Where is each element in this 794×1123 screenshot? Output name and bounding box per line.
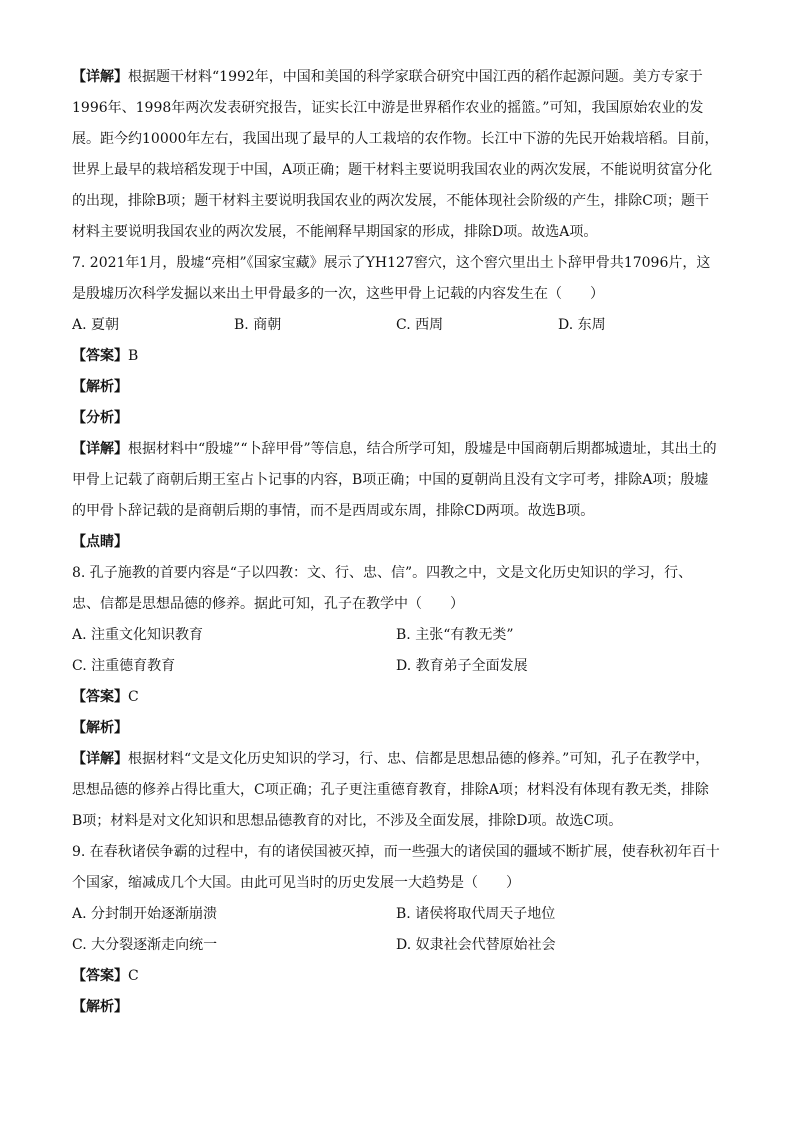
detail-label: 【详解】 [72,69,128,85]
detail-line: 的甲骨卜辞记载的是商朝后期的事情，而不是西周或东周，排除CD两项。故选B项。 [72,503,595,519]
answer-label: 【答案】 [72,968,128,984]
question-9-stem: 9. 在春秋诸侯争霸的过程中，有的诸侯国被灭掉，而一些强大的诸侯国的疆域不断扩展，使春秋初年百十 [72,844,720,860]
detail-line: 展。距今约10000年左右，我国出现了最早的人工栽培的农作物。长江中下游的先民开始栽培稻。目前， [72,131,719,147]
option-a: A. 分封制开始逐渐崩溃 [72,906,218,922]
option-c: C. 西周 [396,317,444,333]
answer-label: 【答案】 [72,348,128,364]
question-9-options-row [72,930,726,961]
option-b: B. 诸侯将取代周天子地位 [396,906,556,922]
option-b: B. 主张“有教无类” [396,627,514,643]
option-a: A. 夏朝 [72,317,120,333]
option-a: A. 注重文化知识教育 [72,627,204,643]
answer-line [72,682,726,713]
question-8-stem: 忠、信都是思想品德的修养。据此可知，孔子在教学中（ ） [72,596,464,612]
detail-label: 【详解】 [72,751,128,767]
question-9-stem: 个国家，缩减成几个大国。由此可见当时的历史发展一大趋势是（ ） [72,875,520,891]
detail-line: 1996年、1998年两次发表研究报告，证实长江中游是世界稻作农业的摇篮。”可知，我国原始农业的发 [72,100,704,116]
answer-label: 【答案】 [72,689,128,705]
option-d: D. 东周 [558,317,606,333]
document-page [72,62,726,1023]
analysis-label: 【解析】 [72,720,128,736]
question-7-stem: 是殷墟历次科学发掘以来出土甲骨最多的一次，这些甲骨上记载的内容发生在（ ） [72,286,604,302]
option-b: B. 商朝 [234,317,282,333]
detail-line: 世界上最早的栽培稻发现于中国，A项正确；题干材料主要说明我国农业的两次发展，不能说明贫富分化 [72,162,713,178]
answer-line [72,341,726,372]
option-c: C. 大分裂逐渐走向统一 [72,937,218,953]
question-8-options-row [72,620,726,651]
question-9-options-row [72,899,726,930]
detail-line: 【详解】根据材料中“殷墟”“卜辞甲骨”等信息，结合所学可知，殷墟是中国商朝后期都城遗址，其出土的 [72,441,717,457]
analysis-label: 【解析】 [72,379,128,395]
answer-value: C [128,689,139,705]
answer-line [72,961,726,992]
detail-line: 甲骨上记载了商朝后期王室占卜记事的内容，B项正确；中国的夏朝尚且没有文字可考，排除A项；殷墟 [72,472,709,488]
detail-line: 【详解】根据材料“文是文化历史知识的学习，行、忠、信都是思想品德的修养。”可知，孔子在教学中， [72,751,710,767]
detail-line: 的出现，排除B项；题干材料主要说明我国农业的两次发展，不能体现社会阶级的产生，排除C项；题干 [72,193,709,209]
comment-label: 【点睛】 [72,534,128,550]
answer-value: C [128,968,139,984]
option-d: D. 奴隶社会代替原始社会 [396,937,556,953]
option-d: D. 教育弟子全面发展 [396,658,528,674]
question-7-stem: 7. 2021年1月，殷墟“亮相”《国家宝藏》展示了YH127窖穴，这个窖穴里出土卜辞甲骨共17096片，这 [72,255,711,271]
detail-line: 【详解】根据题干材料“1992年，中国和美国的科学家联合研究中国江西的稻作起源问题。美方专家于 [72,69,703,85]
question-8-options-row [72,651,726,682]
fenxi-label: 【分析】 [72,410,128,426]
question-8-stem: 8. 孔子施教的首要内容是“子以四教：文、行、忠、信”。四教之中，文是文化历史知识的学习，行、 [72,565,693,581]
detail-line: 材料主要说明我国农业的两次发展，不能阐释早期国家的形成，排除D项。故选A项。 [72,224,598,240]
analysis-label: 【解析】 [72,999,128,1015]
detail-line: 思想品德的修养占得比重大，C项正确；孔子更注重德育教育，排除A项；材料没有体现有教无类，排除 [72,782,709,798]
detail-label: 【详解】 [72,441,128,457]
answer-value: B [128,348,139,364]
detail-line: B项；材料是对文化知识和思想品德教育的对比，不涉及全面发展，排除D项。故选C项。 [72,813,623,829]
option-c: C. 注重德育教育 [72,658,176,674]
question-7-options [72,310,726,341]
